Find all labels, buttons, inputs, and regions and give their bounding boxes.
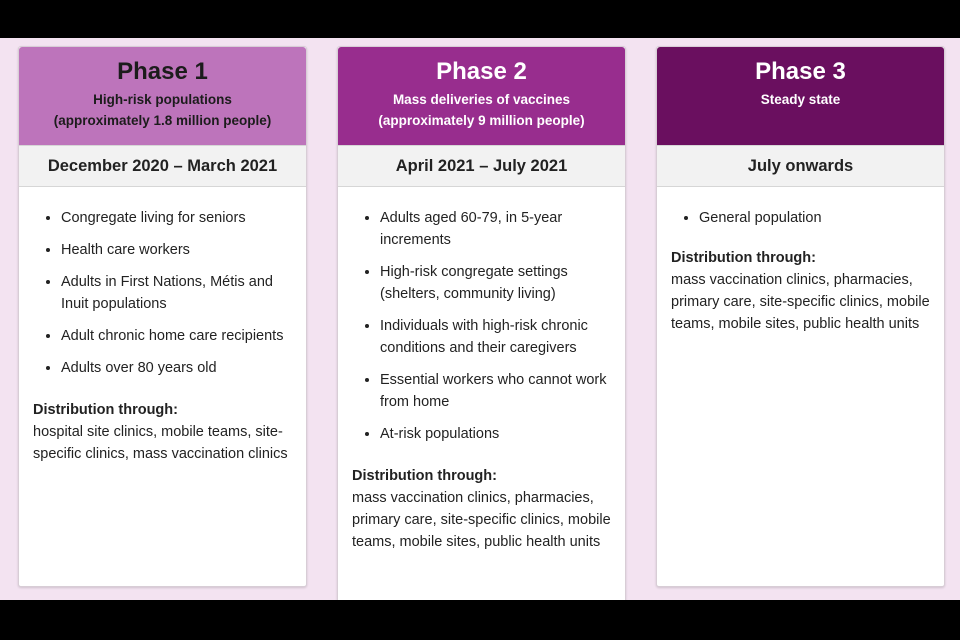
phase-2-header xyxy=(338,47,625,145)
phase-3-distribution-label: Distribution through: xyxy=(671,250,816,266)
phase-1-distribution-text: hospital site clinics, mobile teams, site-specific clinics, mass vaccination clinics xyxy=(33,424,288,462)
phase-2-card xyxy=(337,46,626,600)
list-item: • Essential workers who cannot work from home xyxy=(380,369,611,413)
phase-2-distribution-label: Distribution through: xyxy=(352,468,497,484)
list-item: • Congregate living for seniors xyxy=(61,207,292,229)
phase-2-list xyxy=(352,207,611,445)
phase-3-distribution-text: mass vaccination clinics, pharmacies, primary care, site-specific clinics, mobile teams, mobile sites, public health units xyxy=(671,272,930,332)
phase-3-card xyxy=(656,46,945,587)
list-item: • Adult chronic home care recipients xyxy=(61,325,292,347)
phase-3-title: Phase 3 xyxy=(755,58,846,85)
infographic xyxy=(0,38,960,600)
phase-1-title: Phase 1 xyxy=(117,58,208,85)
phase-3-subtitle: Steady state xyxy=(760,92,841,107)
phase-3-list xyxy=(671,207,930,229)
phase-1-header xyxy=(19,47,306,145)
phase-1-distribution-label: Distribution through: xyxy=(33,402,178,418)
phase-3-body xyxy=(657,187,944,335)
phase-2-dates: April 2021 – July 2021 xyxy=(338,145,625,187)
phase-3-dates: July onwards xyxy=(657,145,944,187)
phase-1-body xyxy=(19,187,306,465)
phase-2-title: Phase 2 xyxy=(436,58,527,85)
list-item: • Adults in First Nations, Métis and Inuit populations xyxy=(61,271,292,315)
phase-3-header xyxy=(657,47,944,145)
list-item: • Adults over 80 years old xyxy=(61,357,292,379)
phase-1-subtitle-line1: High-risk populations xyxy=(93,92,232,107)
phase-1-subtitle-line2: (approximately 1.8 million people) xyxy=(53,113,272,128)
list-item: • Adults aged 60-79, in 5-year increments xyxy=(380,207,611,251)
phase-2-body xyxy=(338,187,625,553)
phase-2-subtitle-line1: Mass deliveries of vaccines xyxy=(392,92,571,107)
list-item: • At-risk populations xyxy=(380,423,611,445)
list-item: • High-risk congregate settings (shelters, community living) xyxy=(380,261,611,305)
phase-1-dates: December 2020 – March 2021 xyxy=(19,145,306,187)
list-item: • General population xyxy=(699,207,930,229)
phase-2-subtitle-line2: (approximately 9 million people) xyxy=(378,113,585,128)
phase-1-list xyxy=(33,207,292,379)
list-item: • Individuals with high-risk chronic conditions and their caregivers xyxy=(380,315,611,359)
phase-1-card xyxy=(18,46,307,587)
list-item: • Health care workers xyxy=(61,239,292,261)
phase-2-distribution-text: mass vaccination clinics, pharmacies, primary care, site-specific clinics, mobile teams, mobile sites, public health units xyxy=(352,490,611,550)
